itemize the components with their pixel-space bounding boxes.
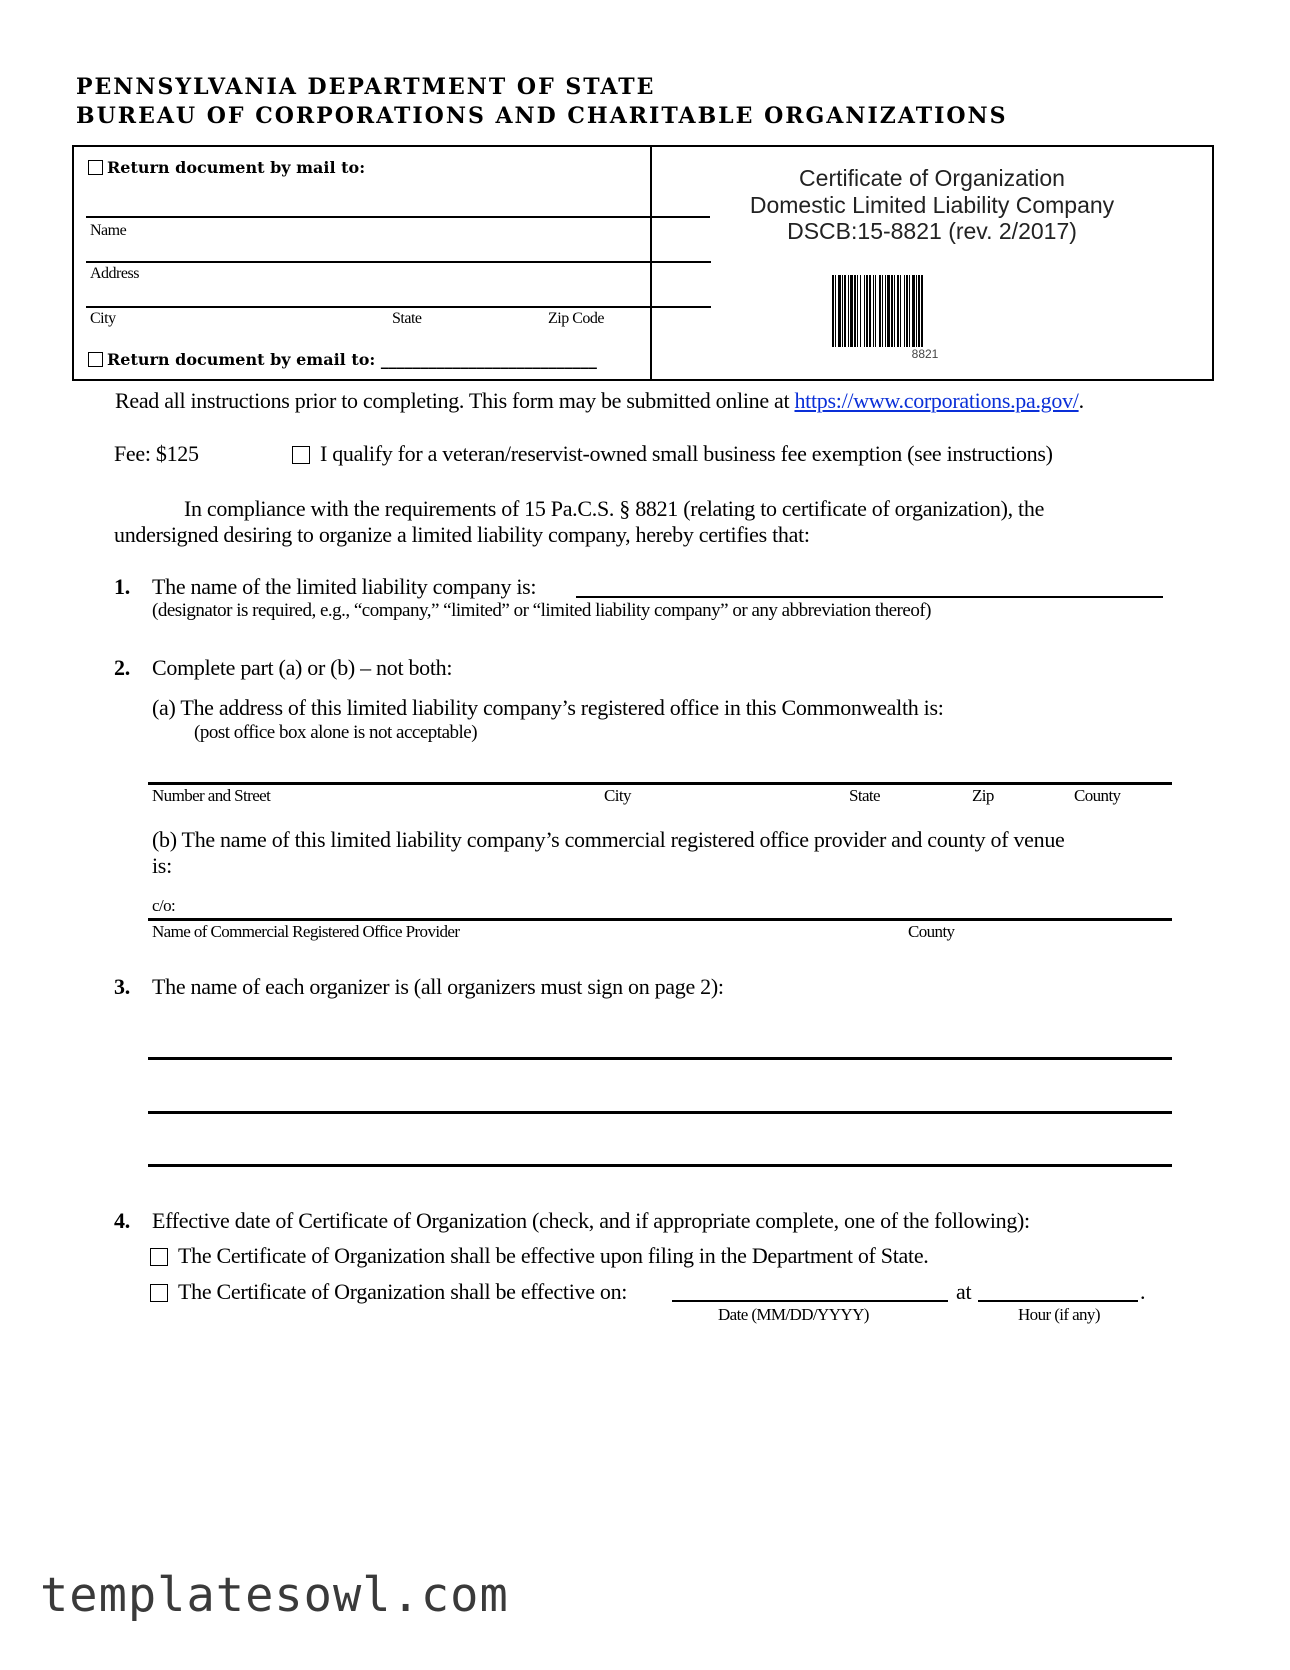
form-number: DSCB:15-8821 (rev. 2/2017) bbox=[787, 218, 1077, 244]
return-by-mail-label: Return document by mail to: bbox=[107, 158, 366, 177]
item-3-number: 3. bbox=[114, 974, 130, 999]
company-name-field[interactable] bbox=[576, 596, 1163, 598]
at-label: at bbox=[956, 1279, 972, 1304]
zip-code-label: Zip Code bbox=[548, 310, 604, 327]
effective-date-field[interactable] bbox=[672, 1300, 948, 1302]
county-label-2b: County bbox=[908, 922, 955, 941]
city-state-zip-line[interactable] bbox=[86, 306, 711, 308]
item-1-number: 1. bbox=[114, 574, 130, 599]
item-1-note: (designator is required, e.g., “company,” “limited” or “limited liability company” or any abbreviation thereof) bbox=[152, 600, 931, 621]
item-3-text: The name of each organizer is (all organizers must sign on page 2): bbox=[152, 974, 724, 999]
return-by-mail-option[interactable] bbox=[88, 158, 365, 177]
effective-on-date-option[interactable] bbox=[150, 1279, 627, 1305]
form-title: Certificate of Organization bbox=[799, 165, 1065, 191]
effective-on-date-checkbox[interactable] bbox=[150, 1284, 168, 1302]
instructions-line bbox=[115, 388, 1084, 414]
effective-on-date-label: The Certificate of Organization shall be effective on: bbox=[178, 1279, 628, 1304]
state-label-2a: State bbox=[849, 786, 880, 805]
compliance-line-2: undersigned desiring to organize a limited liability company, hereby certifies that: bbox=[114, 522, 810, 547]
item-2b-text-1: (b) The name of this limited liability company’s commercial registered office provider and county of venue bbox=[152, 827, 1065, 852]
return-document-box bbox=[72, 145, 652, 381]
item-2b-text-2: is: bbox=[152, 853, 172, 878]
registered-office-provider-field[interactable] bbox=[148, 918, 1172, 921]
item-1-text: The name of the limited liability company is: bbox=[152, 574, 537, 599]
street-label: Number and Street bbox=[152, 786, 271, 805]
item-4-period: . bbox=[1140, 1279, 1146, 1304]
certificate-info-box bbox=[650, 145, 1214, 381]
city-label: City bbox=[90, 310, 116, 327]
form-subtitle: Domestic Limited Liability Company bbox=[749, 192, 1115, 218]
item-4-number: 4. bbox=[114, 1208, 130, 1233]
fee-exemption-checkbox[interactable] bbox=[292, 446, 310, 464]
fee-exemption-option[interactable] bbox=[292, 441, 1053, 467]
instructions-text: Read all instructions prior to completing. This form may be submitted online at bbox=[115, 388, 790, 413]
date-format-label: Date (MM/DD/YYYY) bbox=[718, 1305, 869, 1324]
barcode-icon bbox=[832, 275, 1018, 347]
effective-upon-filing-checkbox[interactable] bbox=[150, 1248, 168, 1266]
zip-label-2a: Zip bbox=[972, 786, 994, 805]
city-label-2a: City bbox=[604, 786, 631, 805]
provider-name-label: Name of Commercial Registered Office Provider bbox=[152, 922, 460, 941]
fee-label: Fee: $125 bbox=[114, 441, 199, 466]
bureau-name: BUREAU OF CORPORATIONS AND CHARITABLE ORGANIZATIONS bbox=[76, 103, 1008, 129]
effective-upon-filing-label: The Certificate of Organization shall be effective upon filing in the Department of State. bbox=[178, 1243, 929, 1268]
compliance-line-1: In compliance with the requirements of 15 Pa.C.S. § 8821 (relating to certificate of organization), the bbox=[184, 496, 1045, 521]
item-2-number: 2. bbox=[114, 655, 130, 680]
email-field[interactable]: ___________________________ bbox=[380, 350, 597, 369]
registered-office-address-field[interactable] bbox=[148, 782, 1172, 785]
return-by-email-label: Return document by email to: bbox=[107, 350, 376, 369]
watermark-logo: templatesowl.com bbox=[40, 1568, 509, 1623]
item-2a-text: (a) The address of this limited liability company’s registered office in this Commonwealth is: bbox=[152, 695, 944, 720]
address-field-line[interactable] bbox=[86, 261, 711, 263]
item-2-text: Complete part (a) or (b) – not both: bbox=[152, 655, 453, 680]
online-filing-link[interactable]: https://www.corporations.pa.gov/ bbox=[794, 388, 1079, 413]
organizer-name-field-1[interactable] bbox=[148, 1057, 1172, 1060]
return-by-email-option[interactable] bbox=[88, 350, 597, 369]
barcode-number: 8821 bbox=[911, 347, 939, 361]
state-label: State bbox=[392, 310, 422, 327]
return-by-email-checkbox[interactable] bbox=[88, 352, 103, 367]
instructions-period: . bbox=[1078, 388, 1084, 413]
effective-upon-filing-option[interactable] bbox=[150, 1243, 928, 1269]
item-2a-note: (post office box alone is not acceptable) bbox=[194, 722, 478, 743]
item-4-text: Effective date of Certificate of Organization (check, and if appropriate complete, one of the following): bbox=[152, 1208, 1030, 1233]
fee-exemption-label: I qualify for a veteran/reservist-owned small business fee exemption (see instructions) bbox=[320, 441, 1053, 466]
effective-hour-field[interactable] bbox=[978, 1300, 1138, 1302]
county-label-2a: County bbox=[1074, 786, 1121, 805]
organizer-name-field-2[interactable] bbox=[148, 1111, 1172, 1114]
agency-name: PENNSYLVANIA DEPARTMENT OF STATE bbox=[76, 74, 656, 100]
hour-label: Hour (if any) bbox=[1018, 1305, 1100, 1324]
co-label: c/o: bbox=[152, 896, 176, 915]
organizer-name-field-3[interactable] bbox=[148, 1164, 1172, 1167]
return-by-mail-checkbox[interactable] bbox=[88, 160, 103, 175]
name-label: Name bbox=[90, 222, 127, 239]
address-label: Address bbox=[90, 265, 139, 282]
